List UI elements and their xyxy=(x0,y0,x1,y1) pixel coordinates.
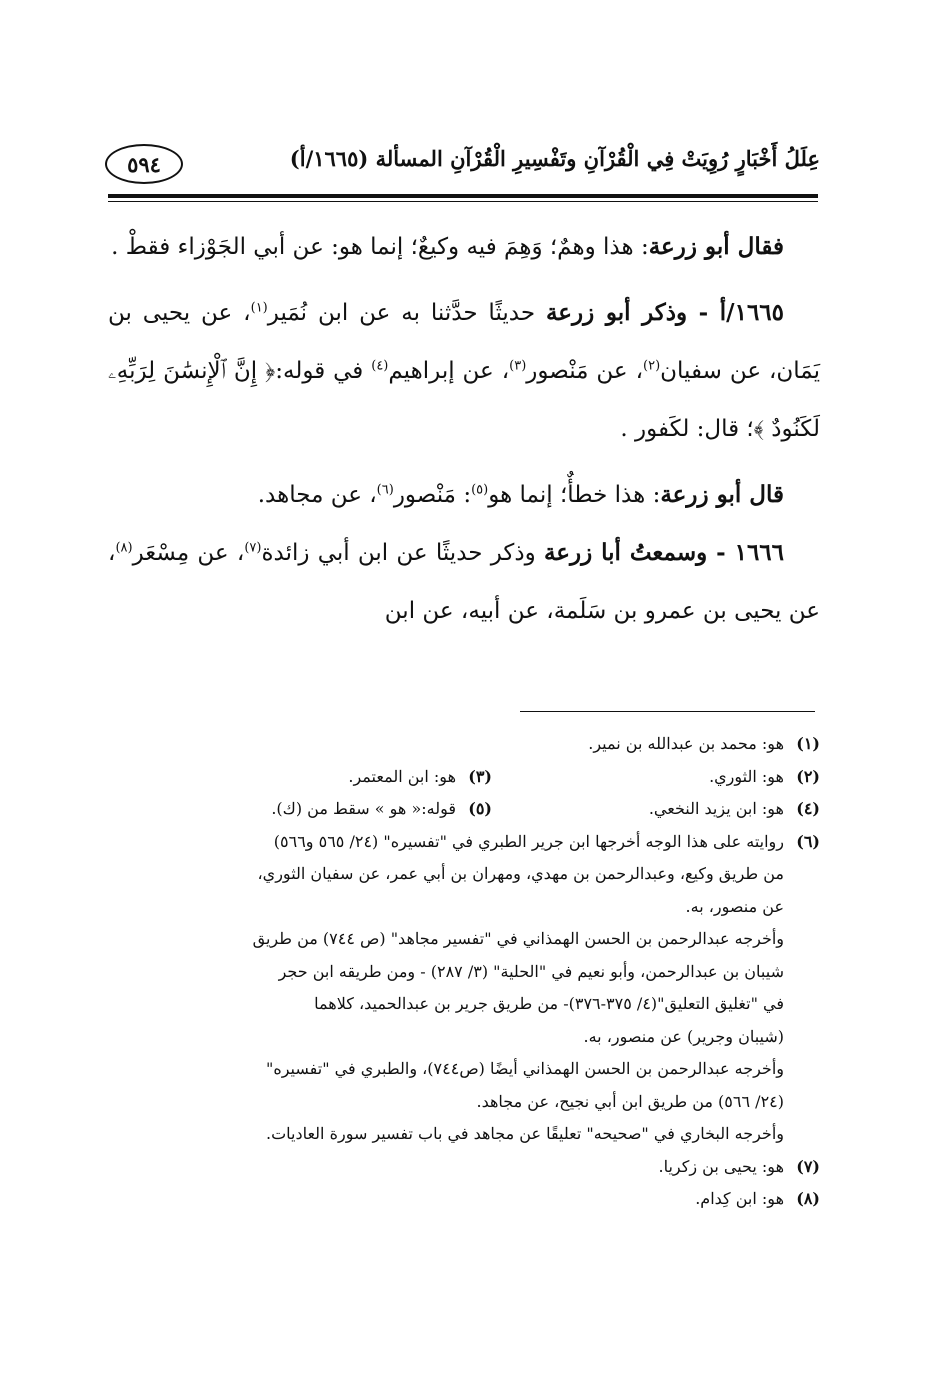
footnote-ref: (٨) xyxy=(115,540,133,556)
footnote-ref: (٧) xyxy=(244,540,262,556)
footnote-number: (٣) xyxy=(468,766,492,786)
footnote-number: (٦) xyxy=(796,831,820,851)
speaker-label: قال أبو زرعة xyxy=(660,481,784,508)
main-text xyxy=(108,218,820,640)
paragraph-text: ، عن مجاهد. xyxy=(257,482,377,508)
paragraph-1 xyxy=(108,218,820,276)
footnote-ref: (٢) xyxy=(643,358,661,374)
page-header xyxy=(105,138,820,194)
issue-number: ١٦٦٦ - وسمعتُ أبا زرعة xyxy=(543,539,785,566)
footnote-2-3 xyxy=(104,761,820,794)
footnote-text: هو: يحيى بن زكريا. xyxy=(658,1156,784,1176)
footnote-ref: (٦) xyxy=(376,482,394,498)
paragraph-text: حديثًا حدَّثنا به عن ابن نُمَير xyxy=(267,300,546,326)
footnote-4-5 xyxy=(104,793,820,826)
paragraph-1665a xyxy=(108,284,820,458)
footnote-1 xyxy=(104,728,820,761)
footnote-line: شيبان بن عبدالرحمن، وأبو نعيم في "الحلية" (٣/ ٢٨٧) - ومن طريقه ابن حجر xyxy=(278,961,784,981)
footnote-text: هو: ابن كِدام. xyxy=(695,1189,784,1208)
paragraph-text: ، عن يحيى بن عمرو بن سَلَمة، عن أبيه، عن ابن xyxy=(108,540,820,624)
paragraph-text: ، عن إبراهيم xyxy=(388,358,510,384)
paragraph-text: : هذا خطأٌ؛ إنما هو xyxy=(488,482,661,508)
paragraph-text: وذكر حديثًا عن ابن أبي زائدة xyxy=(261,540,544,566)
paragraph-1666 xyxy=(108,524,820,640)
footnote-line: وأخرجه البخاري في "صحيحه" تعليقًا عن مجاهد في باب تفسير سورة العاديات. xyxy=(265,1124,784,1143)
footnote-7 xyxy=(104,1151,820,1184)
header-rule-thin xyxy=(108,201,818,202)
issue-number: ١٦٦٥/أ - وذكر أبو زرعة xyxy=(545,299,785,326)
paragraph-3 xyxy=(108,466,820,524)
paragraph-text: ، عن مِسْعَر xyxy=(132,540,245,566)
running-title: عِلَلُ أَخْبَارٍ رُوِيَتْ فِي الْقُرْآنِ وتَفْسِيرِ الْقُرْآنِ المسألة (١٦٦٥/أ) xyxy=(289,146,820,171)
footnote-ref: (١) xyxy=(250,300,268,316)
footnote-6 xyxy=(104,826,820,859)
speaker-label: فقال أبو زرعة xyxy=(648,233,784,260)
footnote-line: من طريق وكيع، وعبدالرحمن بن مهدي، ومهران بن أبي عمر، عن سفيان الثوري، xyxy=(257,864,784,883)
page-number: ٥٩٤ xyxy=(105,144,183,184)
footnote-number: (١) xyxy=(796,734,820,753)
footnote-ref: (٥) xyxy=(471,482,489,498)
footnote-line: وأخرجه عبدالرحمن بن الحسن الهمذاني في "تفسير مجاهد" (ص ٧٤٤) من طريق xyxy=(252,929,784,948)
footnote-8 xyxy=(104,1183,820,1216)
footnote-ref: (٣) xyxy=(509,358,527,374)
footnote-text: هو: الثوري. xyxy=(709,766,784,786)
footnotes xyxy=(104,728,820,1216)
header-rule-thick xyxy=(108,194,818,198)
footnote-text: هو: ابن يزيد النخعي. xyxy=(648,799,784,818)
paragraph-text: ، عن يحيى بن يَمَان، عن سفيان xyxy=(108,300,820,384)
footnote-number: (٥) xyxy=(468,799,492,818)
footnote-text: قوله:« هو » سقط من (ك). xyxy=(271,799,456,818)
paragraph-text: : هذا وهمٌ؛ وَهِمَ فيه وكيعٌ؛ إنما هو: عن أبي الجَوْزاء فقطْ . xyxy=(111,234,649,260)
footnote-number: (٨) xyxy=(796,1189,820,1208)
footnote-number: (٧) xyxy=(796,1156,820,1176)
paragraph-text: في قوله:﴿ إِنَّ ٱلْإِنسَٰنَ لِرَبِّهِۦ لَكَنُودٌ ﴾؛ قال: لكَفور . xyxy=(108,358,820,442)
paragraph-text: : مَنْصور xyxy=(393,482,472,508)
footnote-separator xyxy=(520,711,815,712)
footnote-line: وأخرجه عبدالرحمن بن الحسن الهمذاني أيضًا (ص٧٤٤)، والطبري في "تفسيره" xyxy=(265,1059,784,1078)
footnote-text: هو: محمد بن عبدالله بن نمير. xyxy=(588,734,784,753)
footnote-ref: (٤) xyxy=(371,358,389,374)
footnote-line: (شيبان وجرير) عن منصور، به. xyxy=(583,1026,784,1046)
footnote-number: (٢) xyxy=(796,766,820,786)
footnote-number: (٤) xyxy=(796,799,820,818)
footnote-line: في "تغليق التعليق"(٤/ ٣٧٥-٣٧٦)- من طريق جرير بن عبدالحميد، كلاهما xyxy=(314,994,784,1013)
footnote-line: (٢٤/ ٥٦٦) من طريق ابن أبي نجيح، عن مجاهد. xyxy=(476,1091,784,1111)
footnote-line: عن منصور، به. xyxy=(685,896,784,916)
footnote-text: هو: ابن المعتمر. xyxy=(348,766,456,786)
footnote-text: روايته على هذا الوجه أخرجها ابن جرير الطبري في "تفسيره" (٢٤/ ٥٦٥ و٥٦٦) xyxy=(273,831,784,851)
paragraph-text: ، عن مَنْصور xyxy=(526,358,643,384)
